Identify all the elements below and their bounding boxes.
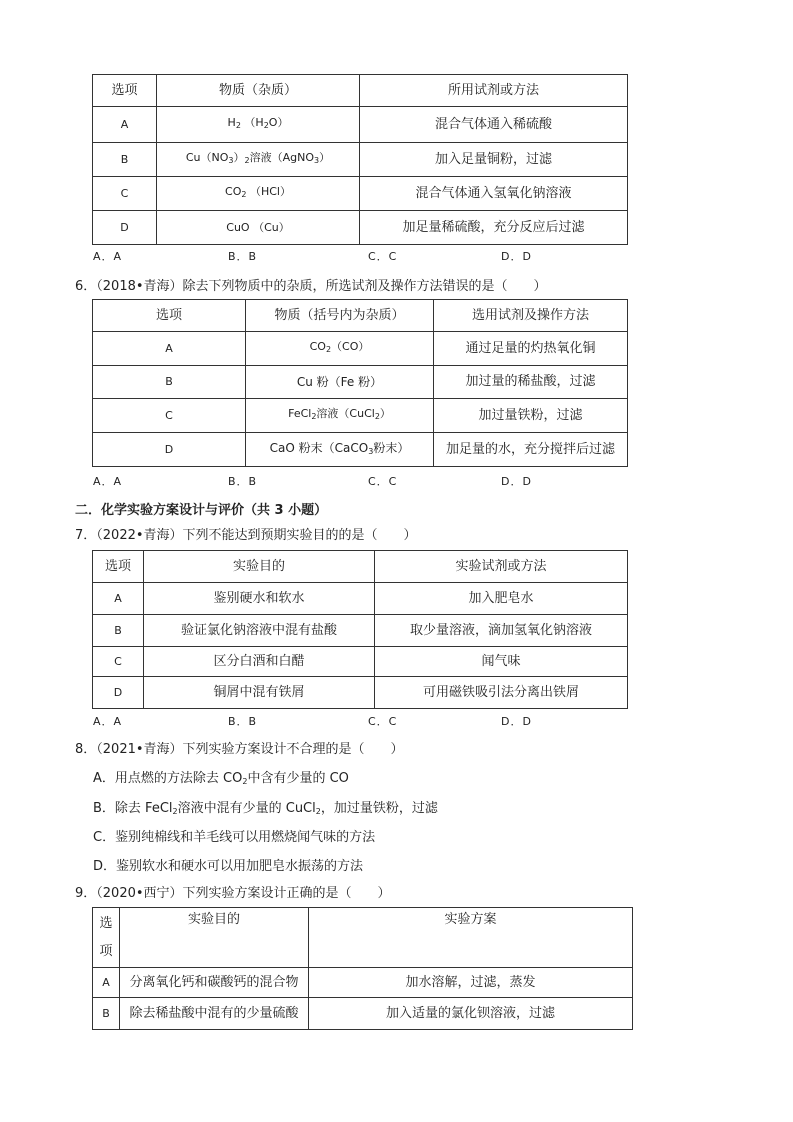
table-row xyxy=(93,677,628,709)
row-method: 闻气味 xyxy=(375,647,628,677)
table-row xyxy=(93,177,628,211)
q7-stem: 7．（2022•青海）下列不能达到预期实验目的的是（ ） xyxy=(75,528,417,543)
row-substance: CaO 粉末（CaCO$_3$粉末） xyxy=(246,433,434,467)
q6-stem: 6．（2018•青海）除去下列物质中的杂质，所选试剂及操作方法错误的是（ ） xyxy=(75,279,547,294)
q8-choice-b[interactable]: B．除去 FeCl$_2$溶液中混有少量的 CuCl$_2$，加过量铁粉，过滤 xyxy=(93,801,438,816)
row-method: 加过量的稀盐酸，过滤 xyxy=(434,366,628,399)
row-method: 加入足量铜粉，过滤 xyxy=(360,143,628,177)
option-a[interactable]: A．A xyxy=(93,250,123,263)
table-row xyxy=(93,968,633,998)
q8-choice-c[interactable]: C．鉴别纯棉线和羊毛线可以用燃烧闻气味的方法 xyxy=(93,830,376,845)
row-goal: 验证氯化钠溶液中混有盐酸 xyxy=(144,615,375,647)
row-option: A xyxy=(93,583,144,615)
option-a[interactable]: A．A xyxy=(93,715,123,728)
row-option: B xyxy=(93,143,157,177)
row-option: B xyxy=(93,998,120,1030)
option-b[interactable]: B．B xyxy=(228,475,258,488)
row-method: 混合气体通入稀硫酸 xyxy=(360,107,628,143)
option-d[interactable]: D．D xyxy=(501,475,532,488)
table-row xyxy=(93,332,628,366)
header-method: 实验试剂或方法 xyxy=(375,551,628,583)
row-substance: $H_2$ $(H_2O)$ xyxy=(157,107,360,143)
option-d[interactable]: D．D xyxy=(501,715,532,728)
row-option: A xyxy=(93,332,246,366)
row-method: 加足量的水，充分搅拌后过滤 xyxy=(434,433,628,467)
row-option: C xyxy=(93,647,144,677)
row-option: C xyxy=(93,399,246,433)
row-substance: $Cu(NO_3)_2$溶液（AgNO$_3$） xyxy=(157,143,360,177)
table-row xyxy=(93,143,628,177)
row-option: A xyxy=(93,968,120,998)
row-substance: FeCl$_2$溶液（CuCl$_2$） xyxy=(246,399,434,433)
header-option: 选项 xyxy=(93,300,246,332)
q8-choice-a[interactable]: A．用点燃的方法除去 $CO_2$中含有少量的 CO xyxy=(93,771,349,786)
row-substance: CuO （Cu） xyxy=(157,211,360,245)
option-c[interactable]: C．C xyxy=(368,715,398,728)
header-method: 选用试剂及操作方法 xyxy=(434,300,628,332)
header-method: 实验方案 xyxy=(309,908,633,968)
q9-stem: 9．（2020•西宁）下列实验方案设计正确的是（ ） xyxy=(75,886,391,901)
row-substance: $CO_2$ （HCl） xyxy=(157,177,360,211)
section-title: 二．化学实验方案设计与评价（共 3 小题） xyxy=(75,503,328,518)
row-option: D xyxy=(93,211,157,245)
row-goal: 区分白酒和白醋 xyxy=(144,647,375,677)
row-method: 加水溶解，过滤，蒸发 xyxy=(309,968,633,998)
table-row xyxy=(93,647,628,677)
option-a[interactable]: A．A xyxy=(93,475,123,488)
header-substance: 物质（杂质） xyxy=(157,75,360,107)
row-option: D xyxy=(93,677,144,709)
row-method: 混合气体通入氢氧化钠溶液 xyxy=(360,177,628,211)
row-method: 取少量溶液，滴加氢氧化钠溶液 xyxy=(375,615,628,647)
header-goal: 实验目的 xyxy=(120,908,309,968)
q8-choice-d[interactable]: D．鉴别软水和硬水可以用加肥皂水振荡的方法 xyxy=(93,859,364,874)
row-goal: 除去稀盐酸中混有的少量硫酸 xyxy=(120,998,309,1030)
header-option: 选项 xyxy=(93,908,120,968)
row-option: B xyxy=(93,615,144,647)
option-d[interactable]: D．D xyxy=(501,250,532,263)
q6-table xyxy=(92,299,628,467)
table-row xyxy=(93,399,628,433)
row-option: B xyxy=(93,366,246,399)
row-goal: 铜屑中混有铁屑 xyxy=(144,677,375,709)
row-option: D xyxy=(93,433,246,467)
table-row xyxy=(93,366,628,399)
header-method: 所用试剂或方法 xyxy=(360,75,628,107)
table-row xyxy=(93,107,628,143)
option-b[interactable]: B．B xyxy=(228,250,258,263)
q8-stem: 8．（2021•青海）下列实验方案设计不合理的是（ ） xyxy=(75,742,404,757)
option-c[interactable]: C．C xyxy=(368,250,398,263)
row-method: 加足量稀硫酸，充分反应后过滤 xyxy=(360,211,628,245)
row-method: 加过量铁粉，过滤 xyxy=(434,399,628,433)
option-b[interactable]: B．B xyxy=(228,715,258,728)
header-option: 选项 xyxy=(93,75,157,107)
header-substance: 物质（括号内为杂质） xyxy=(246,300,434,332)
row-goal: 分离氧化钙和碳酸钙的混合物 xyxy=(120,968,309,998)
row-option: C xyxy=(93,177,157,211)
row-method: 加入肥皂水 xyxy=(375,583,628,615)
table-row xyxy=(93,998,633,1030)
header-goal: 实验目的 xyxy=(144,551,375,583)
row-substance: $CO_2(CO)$ xyxy=(246,332,434,366)
q9-table xyxy=(92,907,633,1030)
row-method: 通过足量的灼热氧化铜 xyxy=(434,332,628,366)
row-method: 可用磁铁吸引法分离出铁屑 xyxy=(375,677,628,709)
row-option: A xyxy=(93,107,157,143)
option-c[interactable]: C．C xyxy=(368,475,398,488)
table-row xyxy=(93,583,628,615)
header-option: 选项 xyxy=(93,551,144,583)
row-goal: 鉴别硬水和软水 xyxy=(144,583,375,615)
q5-table xyxy=(92,74,628,245)
table-row xyxy=(93,211,628,245)
row-method: 加入适量的氯化钡溶液，过滤 xyxy=(309,998,633,1030)
row-substance: Cu 粉（Fe 粉） xyxy=(246,366,434,399)
table-row xyxy=(93,615,628,647)
q7-table xyxy=(92,550,628,709)
table-row xyxy=(93,433,628,467)
